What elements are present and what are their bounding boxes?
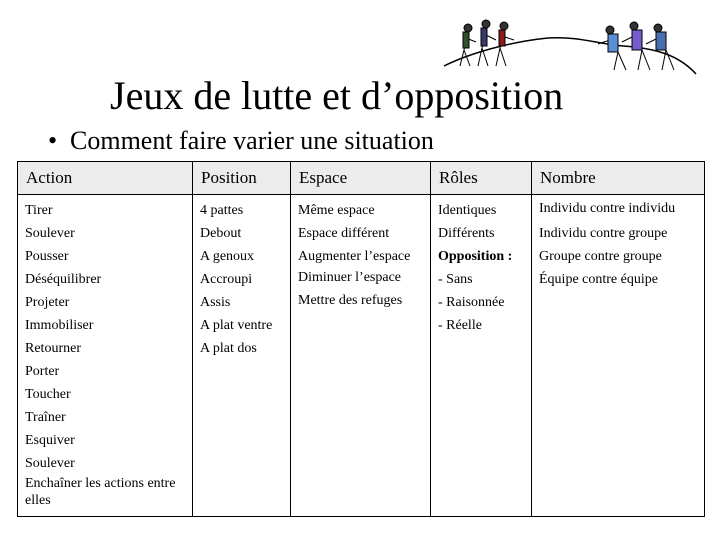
list-item: Individu contre individu xyxy=(539,201,676,216)
list-item: - Sans xyxy=(438,272,473,287)
list-item: Tirer xyxy=(25,203,53,218)
list-item: Debout xyxy=(200,226,242,241)
list-item: Individu contre groupe xyxy=(539,226,668,241)
variations-table xyxy=(17,161,705,517)
list-item: A plat dos xyxy=(200,341,257,356)
list-item: A plat ventre xyxy=(200,318,273,333)
list-item: - Raisonnée xyxy=(438,295,505,310)
list-item: Identiques xyxy=(438,203,497,218)
header-action: Action xyxy=(18,162,193,195)
list-item: Mettre des refuges xyxy=(298,293,403,308)
tug-of-war-illustration xyxy=(438,14,700,86)
slide-title: Jeux de lutte et d’opposition xyxy=(110,73,564,118)
list-item: Différents xyxy=(438,226,495,241)
list-item: Traîner xyxy=(25,410,66,425)
list-item: Soulever xyxy=(25,456,75,471)
list-item: 4 pattes xyxy=(200,203,244,218)
header-espace: Espace xyxy=(291,162,431,195)
bullet-text: Comment faire varier une situation xyxy=(70,126,434,155)
espace-cell xyxy=(291,195,431,517)
list-item: Toucher xyxy=(25,387,71,402)
list-item: Enchaîner les actions entre elles xyxy=(25,476,176,508)
table-body-row xyxy=(18,195,705,517)
bullet-item xyxy=(48,124,434,158)
position-cell xyxy=(193,195,291,517)
list-item: Projeter xyxy=(25,295,70,310)
header-position: Position xyxy=(193,162,291,195)
list-item: Groupe contre groupe xyxy=(539,249,662,264)
bullet-dot-icon: • xyxy=(48,126,58,155)
list-item: Immobiliser xyxy=(25,318,94,333)
action-cell xyxy=(18,195,193,517)
list-item: Retourner xyxy=(25,341,81,356)
list-item: Même espace xyxy=(298,203,375,218)
header-nombre: Nombre xyxy=(532,162,705,195)
list-item: Diminuer l’espace xyxy=(298,270,402,285)
list-item: Opposition : xyxy=(438,249,513,264)
list-item: Augmenter l’espace xyxy=(298,249,411,264)
list-item: - Réelle xyxy=(438,318,482,333)
roles-cell xyxy=(431,195,532,517)
header-roles: Rôles xyxy=(431,162,532,195)
list-item: Pousser xyxy=(25,249,69,264)
list-item: Accroupi xyxy=(200,272,253,287)
nombre-cell xyxy=(532,195,705,517)
list-item: Soulever xyxy=(25,226,75,241)
list-item: A genoux xyxy=(200,249,255,264)
list-item: Espace différent xyxy=(298,226,390,241)
list-item: Équipe contre équipe xyxy=(539,272,658,287)
list-item: Assis xyxy=(200,295,231,310)
list-item: Déséquilibrer xyxy=(25,272,102,287)
table-header-row xyxy=(18,162,705,195)
list-item: Esquiver xyxy=(25,433,75,448)
list-item: Porter xyxy=(25,364,60,379)
